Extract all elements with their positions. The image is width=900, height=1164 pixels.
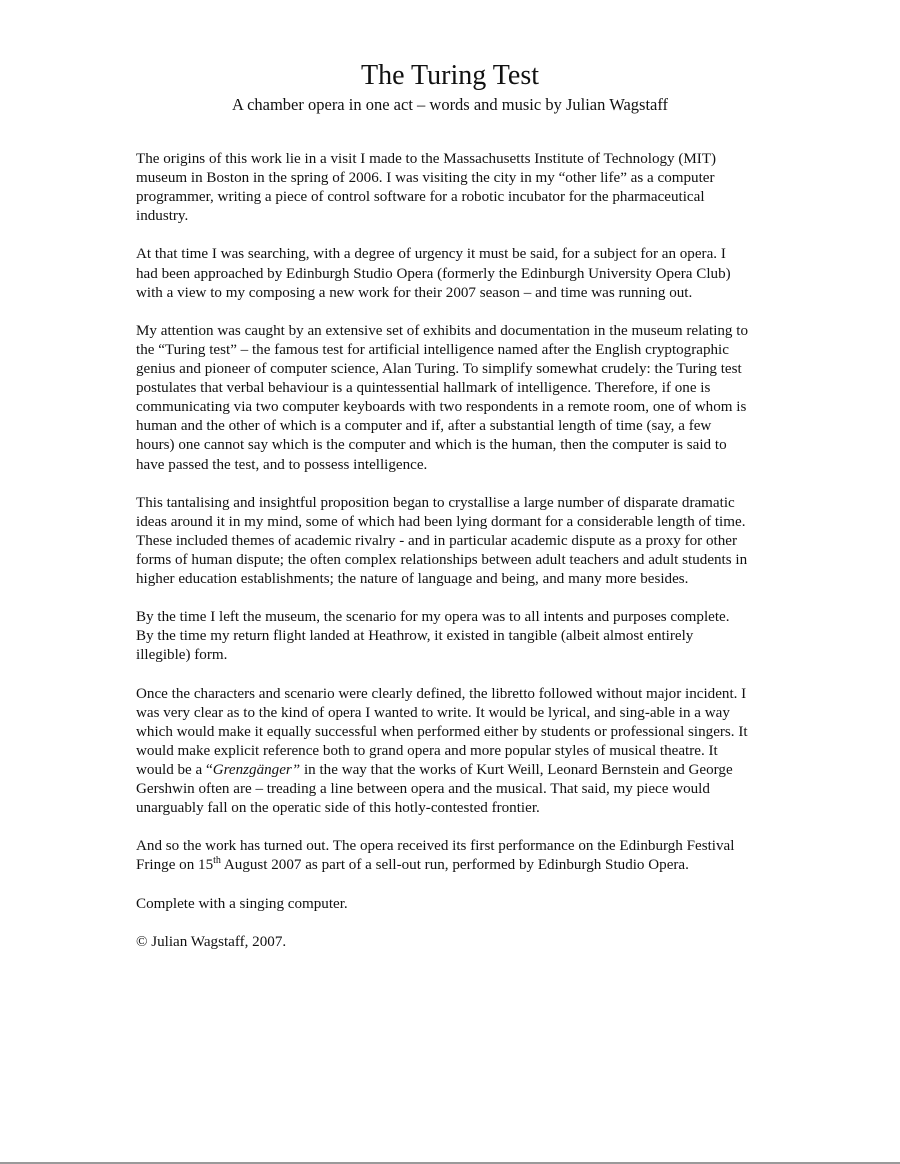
paragraph-libretto <box>136 685 748 819</box>
document-body <box>136 150 748 971</box>
paragraph-turing-test: My attention was caught by an extensive set of exhibits and documentation in the museum relating to the “Turing test” – the famous test for artificial intelligence named after the English cryptographic genius and pioneer of computer science, Alan Turing. To simplify somewhat crudely: the Turing test postulates that verbal behaviour is a quintessential hallmark of intelligence. Therefore, if one is communicating via two computer keyboards with two respondents in a remote room, one of whom is human and the other of which is a computer and if, after a substantial length of time (say, a few hours) one cannot say which is the computer and which is the human, then the computer is said to have passed the test, and to possess intelligence. <box>136 322 748 473</box>
document-title: The Turing Test <box>361 60 539 91</box>
paragraph-premiere-text-end: August 2007 as part of a sell-out run, performed by Edinburgh Studio Opera. <box>220 857 689 874</box>
paragraph-proposition: This tantalising and insightful proposition began to crystallise a large number of disparate dramatic ideas around it in my mind, some of which had been lying dormant for a considerable length of time. These included themes of academic rivalry - and in particular academic dispute as a proxy for other forms of human dispute; the often complex relationships between adult teachers and adult students in higher education establishments; the nature of language and being, and many more besides. <box>136 494 748 588</box>
ordinal-suffix: th <box>213 855 221 867</box>
paragraph-subject-search: At that time I was searching, with a degree of urgency it must be said, for a subject for an opera. I had been approached by Edinburgh Studio Opera (formerly the Edinburgh University Opera Club) with a view to my composing a new work for their 2007 season – and time was running out. <box>136 246 731 301</box>
paragraph-premiere-text-start: And so the work has turned out. The opera received its first performance on the Edinburgh Festival Fringe on 15 <box>136 838 735 874</box>
copyright-line: © Julian Wagstaff, 2007. <box>136 933 287 950</box>
paragraph-origins: The origins of this work lie in a visit I made to the Massachusetts Institute of Technology (MIT) museum in Boston in the spring of 2006. I was visiting the city in my “other life” as a computer programmer, writing a piece of control software for a robotic incubator for the pharmaceutical industry. <box>136 151 717 225</box>
paragraph-singing-computer: Complete with a singing computer. <box>136 895 348 912</box>
paragraph-scenario: By the time I left the museum, the scenario for my opera was to all intents and purposes complete. By the time my return flight landed at Heathrow, it existed in tangible (albeit almost entirely illegible) form. <box>136 609 730 664</box>
paragraph-libretto-text-start: Once the characters and scenario were clearly defined, the libretto followed without major incident. I was very clear as to the kind of opera I wanted to write. It would be lyrical, and sing-able in a way which would make it equally successful when performed either by students or professional singers. It would make explicit reference both to grand opera and more popular styles of musical theatre. It would be a “ <box>136 685 748 778</box>
grenzganger-term: Grenzgänger” <box>212 762 301 778</box>
paragraph-libretto-text-end: in the way that the works of Kurt Weill, Leonard Bernstein and George Gershwin often are – treading a line between opera and the musical. That said, my piece would unarguably fall on the operatic side of this hotly-contested frontier. <box>136 762 733 817</box>
paragraph-premiere <box>136 837 748 875</box>
document-subtitle: A chamber opera in one act – words and music by Julian Wagstaff <box>231 95 669 114</box>
